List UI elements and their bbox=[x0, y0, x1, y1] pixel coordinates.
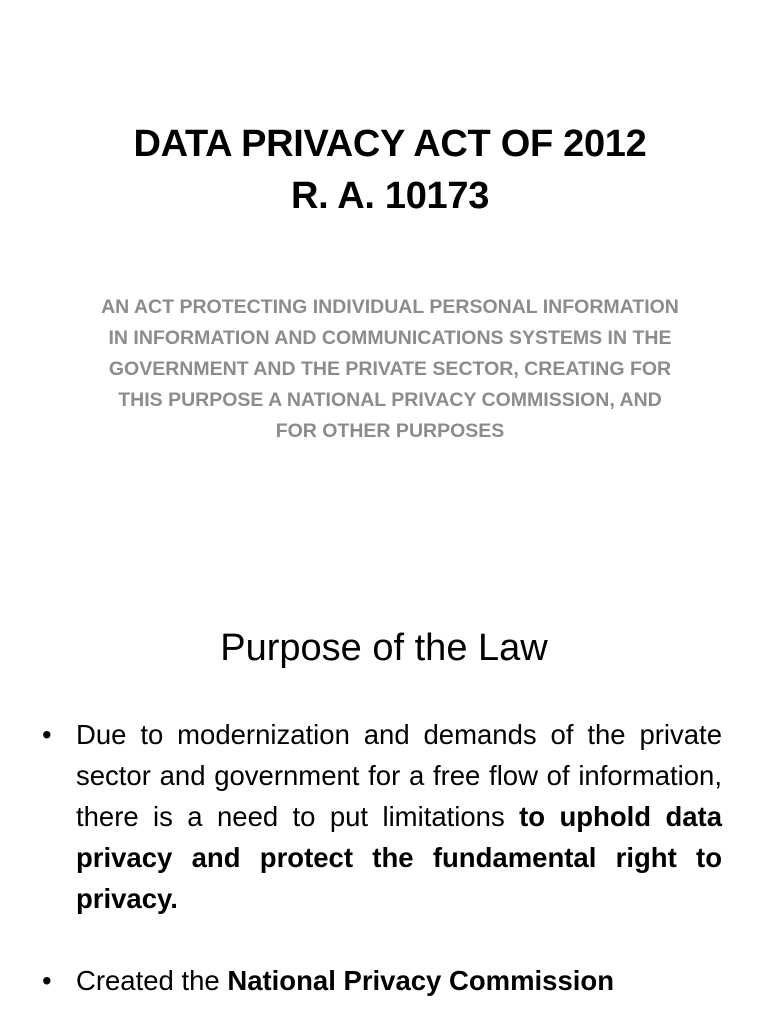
bullet-icon: • bbox=[42, 719, 52, 750]
document-title bbox=[0, 118, 768, 222]
bullet-text-bold: to uphold data privacy and protect the fundamental right to privacy. bbox=[76, 801, 723, 914]
bullet-text: Due to modernization and demands of the private sector and government for a free flow of information, there is a need to put limitations bbox=[76, 719, 722, 832]
bullet-list bbox=[0, 714, 768, 1001]
title-line-1: DATA PRIVACY ACT OF 2012 bbox=[133, 123, 647, 165]
bullet-text-bold: National Privacy Commission bbox=[227, 965, 615, 996]
act-description: AN ACT PROTECTING INDIVIDUAL PERSONAL INFORMATION IN INFORMATION AND COMMUNICATIONS SYSTEMS IN THE GOVERNMENT AND THE PRIVATE SECTOR, CREATING FOR THIS PURPOSE A NATIONAL PRIVACY COMMISSION, AND FOR OTHER PURPOSES bbox=[101, 296, 679, 442]
bullet-item-purpose bbox=[0, 714, 768, 919]
bullet-text: Created the bbox=[76, 965, 228, 996]
section-heading: Purpose of the Law bbox=[220, 627, 548, 669]
bullet-item-commission bbox=[0, 960, 768, 1001]
bullet-icon: • bbox=[42, 965, 52, 996]
title-line-2: R. A. 10173 bbox=[290, 175, 490, 217]
